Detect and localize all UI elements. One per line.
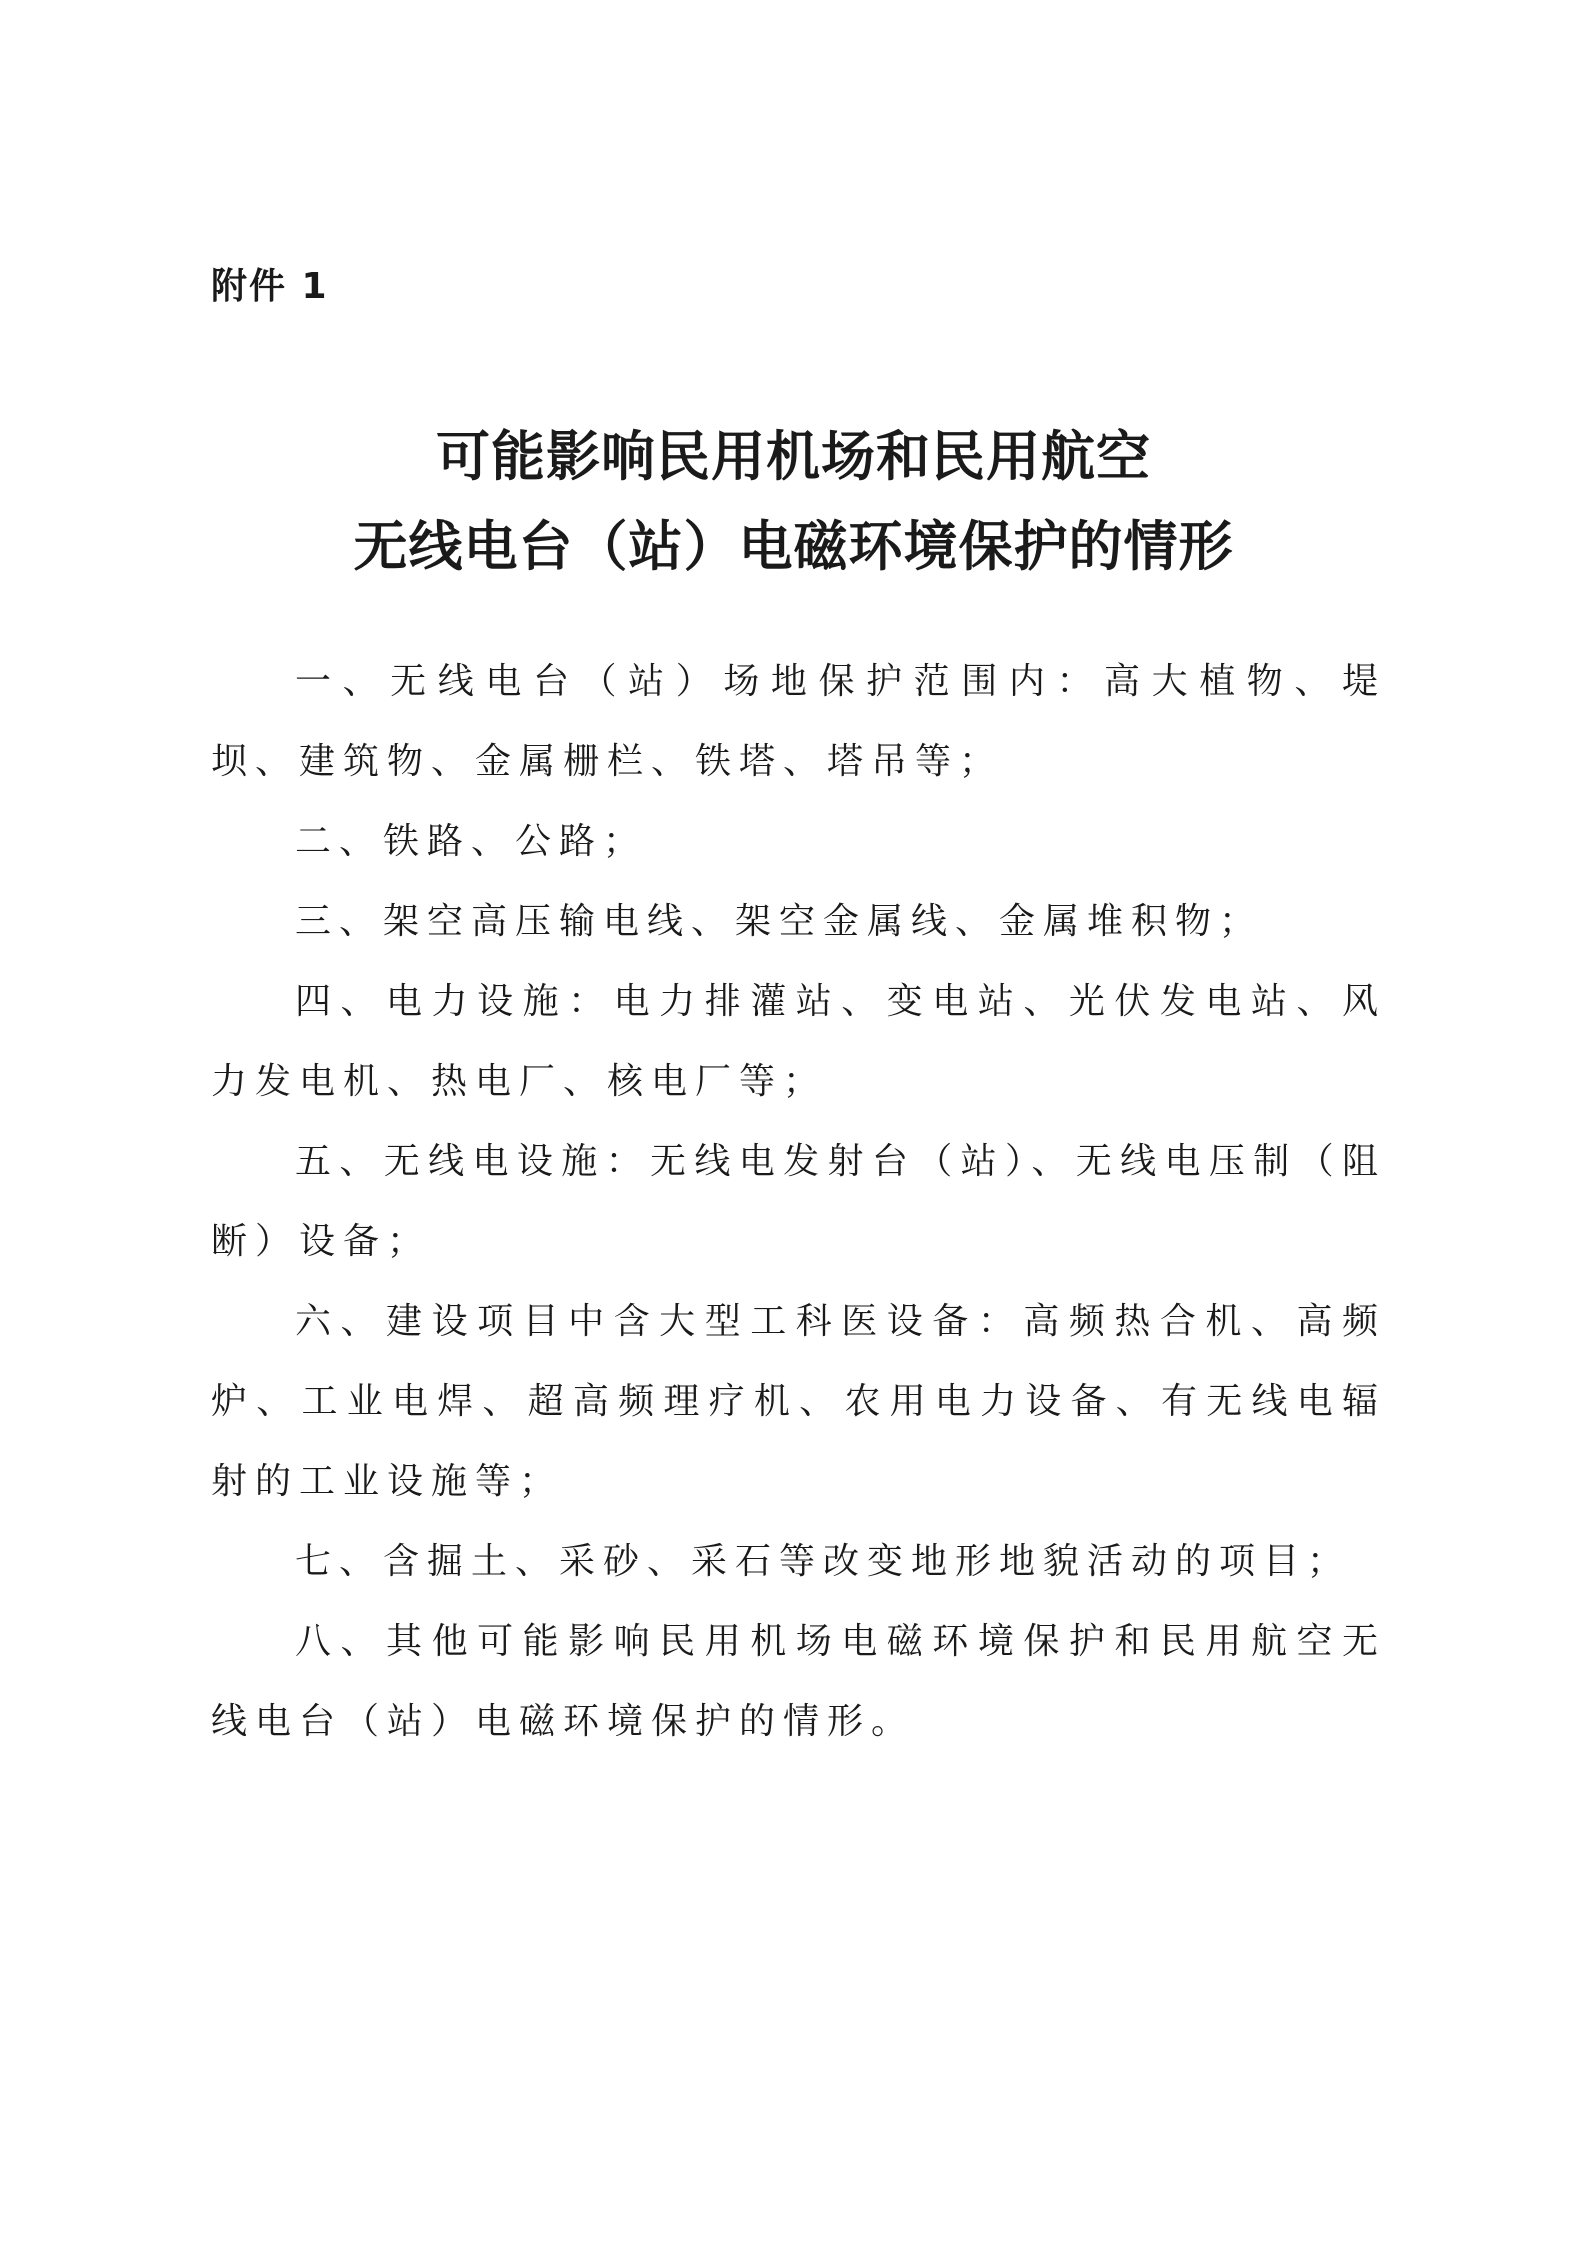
list-item-1: 一、无线电台（站）场地保护范围内：高大植物、堤坝、建筑物、金属栅栏、铁塔、塔吊等； xyxy=(211,661,1386,782)
list-item-2: 二、铁路、公路； xyxy=(295,821,648,862)
attachment-label: 附件 1 xyxy=(211,266,329,307)
list-item-6: 六、建设项目中含大型工科医设备：高频热合机、高频炉、工业电焊、超高频理疗机、农用电力设备、有无线电辐射的工业设施等； xyxy=(211,1301,1386,1502)
list-item-7: 七、含掘土、采砂、采石等改变地形地貌活动的项目； xyxy=(295,1541,1352,1582)
list-item-5: 五、无线电设施：无线电发射台（站）、无线电压制（阻断）设备； xyxy=(211,1141,1386,1262)
list-item-3: 三、架空高压输电线、架空金属线、金属堆积物； xyxy=(295,901,1264,942)
document-body xyxy=(211,642,1386,1762)
document-title-line-1: 可能影响民用机场和民用航空 xyxy=(436,425,1151,488)
list-item-8: 八、其他可能影响民用机场电磁环境保护和民用航空无线电台（站）电磁环境保护的情形。 xyxy=(211,1621,1386,1742)
document-title-line-2: 无线电台（站）电磁环境保护的情形 xyxy=(353,515,1234,578)
list-item-4: 四、电力设施：电力排灌站、变电站、光伏发电站、风力发电机、热电厂、核电厂等； xyxy=(211,981,1386,1102)
